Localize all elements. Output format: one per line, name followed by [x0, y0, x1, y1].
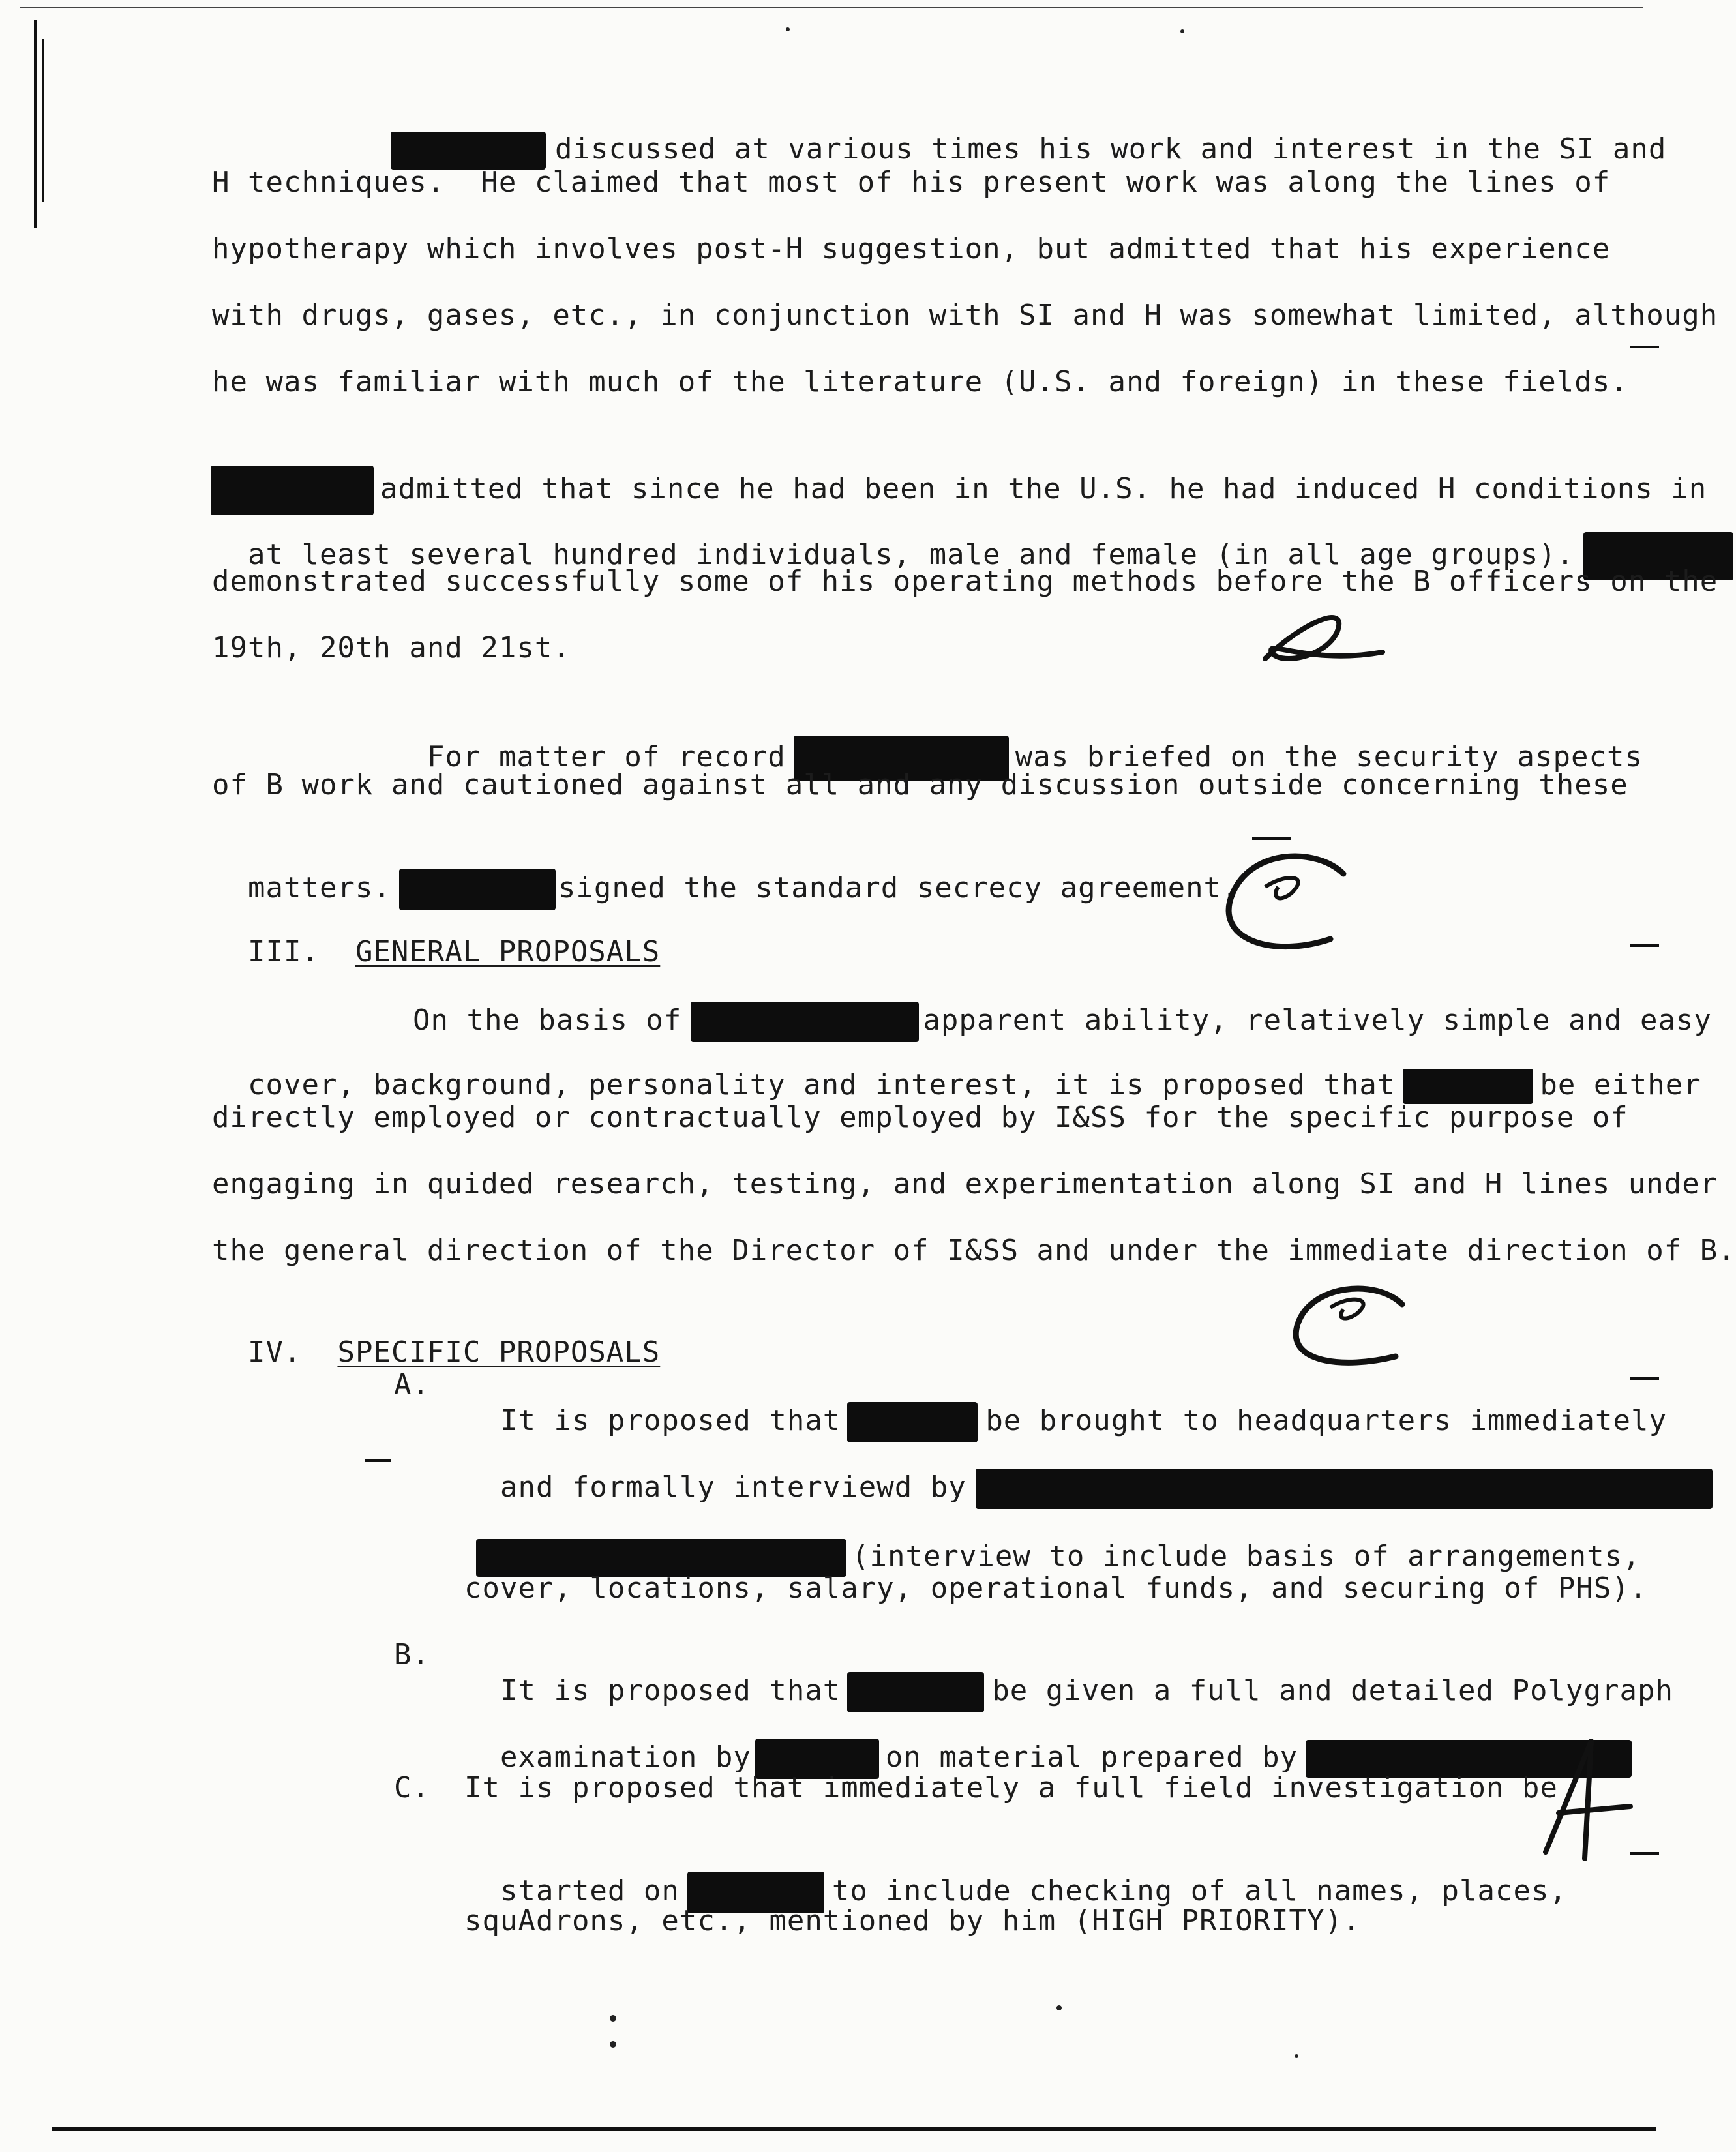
- section-title: SPECIFIC PROPOSALS: [337, 1336, 661, 1369]
- body-line: squAdrons, etc., mentioned by him (HIGH PRIORITY).: [464, 1904, 1361, 1937]
- section-heading: [212, 901, 660, 969]
- scan-speck: [1180, 29, 1184, 33]
- body-line: It is proposed that immediately a full field investigation be: [464, 1771, 1558, 1804]
- body-line: 19th, 20th and 21st.: [212, 631, 571, 665]
- margin-mark: [1630, 346, 1659, 348]
- section-number: III.: [247, 935, 320, 968]
- text-span: It is proposed that: [500, 1674, 841, 1707]
- text-span: On the basis of: [412, 1004, 682, 1037]
- scan-edge-mark: [34, 20, 37, 228]
- body-line: [464, 1435, 1713, 1509]
- body-line: H techniques. He claimed that most of his present work was along the lines of: [212, 166, 1611, 199]
- text-span: For matter of record: [427, 740, 786, 773]
- text-span: started on: [500, 1874, 680, 1907]
- bottom-border-line: [52, 2127, 1656, 2131]
- body-line: of B work and cautioned against all and any discussion outside concerning these: [212, 768, 1628, 801]
- section-title: GENERAL PROPOSALS: [355, 935, 661, 968]
- margin-mark: [1630, 944, 1659, 947]
- body-line: [464, 1638, 1673, 1712]
- scan-speck: [610, 2015, 616, 2022]
- body-line: [440, 1505, 1641, 1577]
- body-line: he was familiar with much of the literature (U.S. and foreign) in these fields.: [212, 365, 1628, 398]
- text-span: be given a full and detailed Polygraph: [992, 1674, 1673, 1707]
- body-line: [464, 1838, 1567, 1913]
- handwritten-mark-e: [1259, 587, 1389, 685]
- section-heading: [212, 1302, 660, 1369]
- text-span: apparent ability, relatively simple and easy: [923, 1004, 1712, 1037]
- margin-mark: [1630, 1377, 1659, 1380]
- text-span: to include checking of all names, places,: [831, 1874, 1567, 1907]
- list-item-label: B.: [394, 1638, 430, 1671]
- text-span: It is proposed that: [500, 1404, 841, 1437]
- redaction-block: [976, 1469, 1713, 1509]
- text-span: on material prepared by: [885, 1741, 1298, 1774]
- redaction-block: [1403, 1069, 1533, 1104]
- text-span: (interview to include basis of arrangements,: [851, 1540, 1641, 1573]
- body-line: engaging in quided research, testing, and experimentation along SI and H lines under: [212, 1167, 1718, 1201]
- text-span: admitted that since he had been in the U.S. he had induced H conditions in: [380, 472, 1707, 505]
- scan-speck: [1056, 2005, 1062, 2010]
- text-span: discussed at various times his work and interest in the SI and: [554, 132, 1667, 166]
- body-line: hypotherapy which involves post-H suggestion, but admitted that his experience: [212, 232, 1611, 265]
- body-line: [212, 835, 1240, 910]
- redaction-block: [391, 132, 546, 170]
- margin-mark: [365, 1459, 391, 1462]
- top-border-line: [20, 7, 1643, 8]
- handwritten-mark-c: [1278, 1278, 1409, 1382]
- body-line: with drugs, gases, etc., in conjunction with SI and H was somewhat limited, although: [212, 299, 1718, 332]
- handwritten-mark-c: [1213, 848, 1356, 965]
- text-span: examination by: [500, 1741, 751, 1774]
- body-line: [464, 1368, 1667, 1442]
- scan-edge-mark: [42, 39, 44, 202]
- margin-mark: [1252, 837, 1291, 840]
- text-span: signed the standard secrecy agreement.: [558, 871, 1240, 904]
- body-line: [464, 1705, 1632, 1779]
- text-span: be brought to headquarters immediately: [985, 1404, 1667, 1437]
- body-line: the general direction of the Director of I&SS and under the immediate direction of B.: [212, 1234, 1736, 1267]
- text-span: cover, background, personality and interest, it is proposed that: [247, 1068, 1396, 1101]
- list-item-label: A.: [394, 1368, 430, 1401]
- list-item-label: C.: [394, 1771, 430, 1804]
- text-span: at least several hundred individuals, male and female (in all age groups).: [247, 538, 1575, 571]
- body-line: demonstrated successfully some of his operating methods before the B officers on the: [212, 565, 1718, 598]
- text-span: was briefed on the security aspects: [1015, 740, 1643, 773]
- body-line: [212, 1034, 1701, 1104]
- body-line: directly employed or contractually employed by I&SS for the specific purpose of: [212, 1101, 1628, 1134]
- section-number: IV.: [247, 1336, 302, 1369]
- scan-speck: [1295, 2054, 1298, 2058]
- body-line: [377, 968, 1712, 1042]
- body-line: cover, locations, salary, operational funds, and securing of PHS).: [464, 1572, 1648, 1605]
- margin-mark: [1630, 1852, 1659, 1855]
- handwritten-mark-a: [1533, 1735, 1637, 1865]
- scan-speck: [786, 27, 790, 31]
- scan-speck: [610, 2041, 616, 2048]
- body-line: [360, 98, 1666, 170]
- text-span: and formally interviewd by: [500, 1471, 966, 1504]
- text-span: matters.: [247, 871, 391, 904]
- text-span: be either: [1540, 1068, 1701, 1101]
